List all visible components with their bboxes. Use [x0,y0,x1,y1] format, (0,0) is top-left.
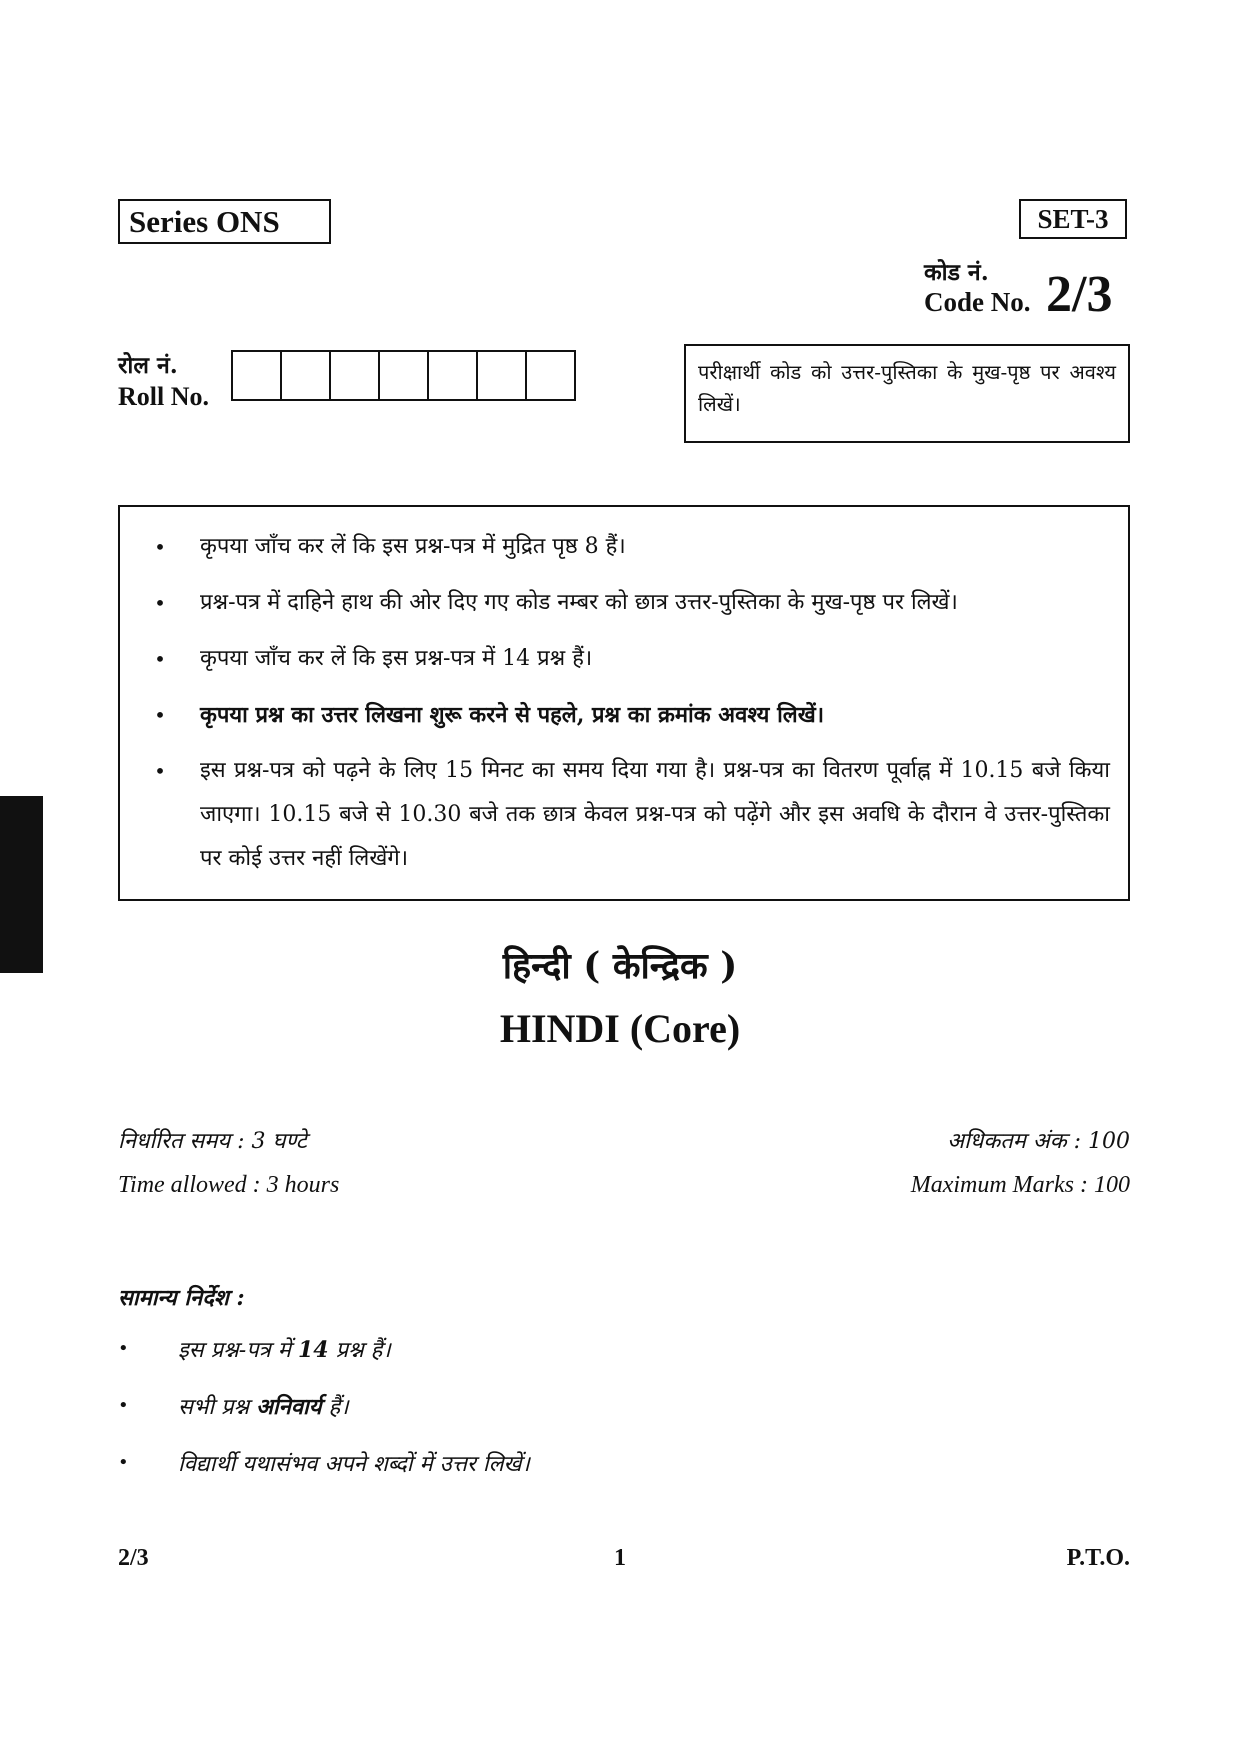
footer-code: 2/3 [118,1545,149,1571]
instructions-box [118,505,1130,901]
instruction-text: इस प्रश्न-पत्र को पढ़ने के लिए 15 मिनट का समय दिया गया है। प्रश्न-पत्र का वितरण पूर्वाह्न में 10.15 बजे किया जाएगा। 10.15 बजे से 10.30 बजे तक छात्र केवल प्रश्न-पत्र को पढ़ेंगे और इस अवधि के दौरान वे उत्तर-पुस्तिका पर कोई उत्तर नहीं लिखेंगे। [200,758,1110,871]
bullet: • [154,535,166,559]
general-instruction-text: विद्यार्थी यथासंभव अपने शब्दों में उत्तर लिखें। [178,1452,530,1477]
general-instruction-text: इस प्रश्न-पत्र में 14 प्रश्न हैं। [178,1337,391,1363]
time-allowed-hindi: निर्धारित समय : 3 घण्टे [118,1129,307,1154]
general-instructions-title: सामान्य निर्देश : [118,1285,245,1311]
bullet: • [154,591,166,615]
max-marks-english: Maximum Marks : 100 [910,1172,1130,1198]
roll-digit-box[interactable] [427,350,478,401]
subject-title-hindi: हिन्दी ( केन्द्रिक ) [502,945,738,987]
roll-digit-box[interactable] [525,350,576,401]
instruction-text: कृपया जाँच कर लें कि इस प्रश्न-पत्र में 14 प्रश्न हैं। [200,646,593,671]
instruction-text: कृपया जाँच कर लें कि इस प्रश्न-पत्र में मुद्रित पृष्ठ 8 हैं। [200,534,626,559]
max-marks-hindi: अधिकतम अंक : 100 [947,1129,1130,1154]
roll-digit-box[interactable] [231,350,282,401]
instruction-text: प्रश्न-पत्र में दाहिने हाथ की ओर दिए गए कोड नम्बर को छात्र उत्तर-पुस्तिका के मुख-पृष्ठ पर लिखें। [200,590,958,615]
time-allowed-english: Time allowed : 3 hours [118,1172,340,1198]
bullet: • [154,703,166,727]
instruction-item [120,525,1110,569]
instruction-item [120,693,1110,737]
roll-number-grid[interactable] [231,350,576,401]
instruction-item [120,637,1110,681]
bullet: • [154,647,166,671]
general-instruction-item [118,1448,530,1478]
roll-digit-box[interactable] [280,350,331,401]
please-turn-over: P.T.O. [1066,1545,1130,1571]
instruction-item [120,581,1110,625]
code-label-english: Code No. [924,287,1031,317]
bullet: • [118,1338,129,1359]
roll-digit-box[interactable] [476,350,527,401]
bullet: • [154,759,166,783]
instruction-text: कृपया प्रश्न का उत्तर लिखना शुरू करने से पहले, प्रश्न का क्रमांक अवश्य लिखें। [200,702,825,728]
instruction-item [120,749,1110,881]
roll-label-english: Roll No. [118,382,209,411]
roll-digit-box[interactable] [378,350,429,401]
subject-title-english: HINDI (Core) [499,1006,741,1051]
bullet: • [118,1395,129,1416]
candidate-code-note: परीक्षार्थी कोड को उत्तर-पुस्तिका के मुख-पृष्ठ पर अवश्य लिखें। [684,344,1130,443]
page-number: 1 [614,1545,626,1571]
series-label: Series ONS [118,199,331,244]
roll-label-hindi: रोल नं. [118,352,178,379]
general-instruction-item [118,1334,391,1364]
roll-digit-box[interactable] [329,350,380,401]
general-instruction-item [118,1391,349,1421]
code-number: 2/3 [1046,266,1113,323]
code-label-hindi: कोड नं. [924,259,989,286]
general-instruction-text: सभी प्रश्न अनिवार्य हैं। [178,1394,349,1420]
set-label: SET-3 [1019,199,1127,239]
bullet: • [118,1452,129,1473]
